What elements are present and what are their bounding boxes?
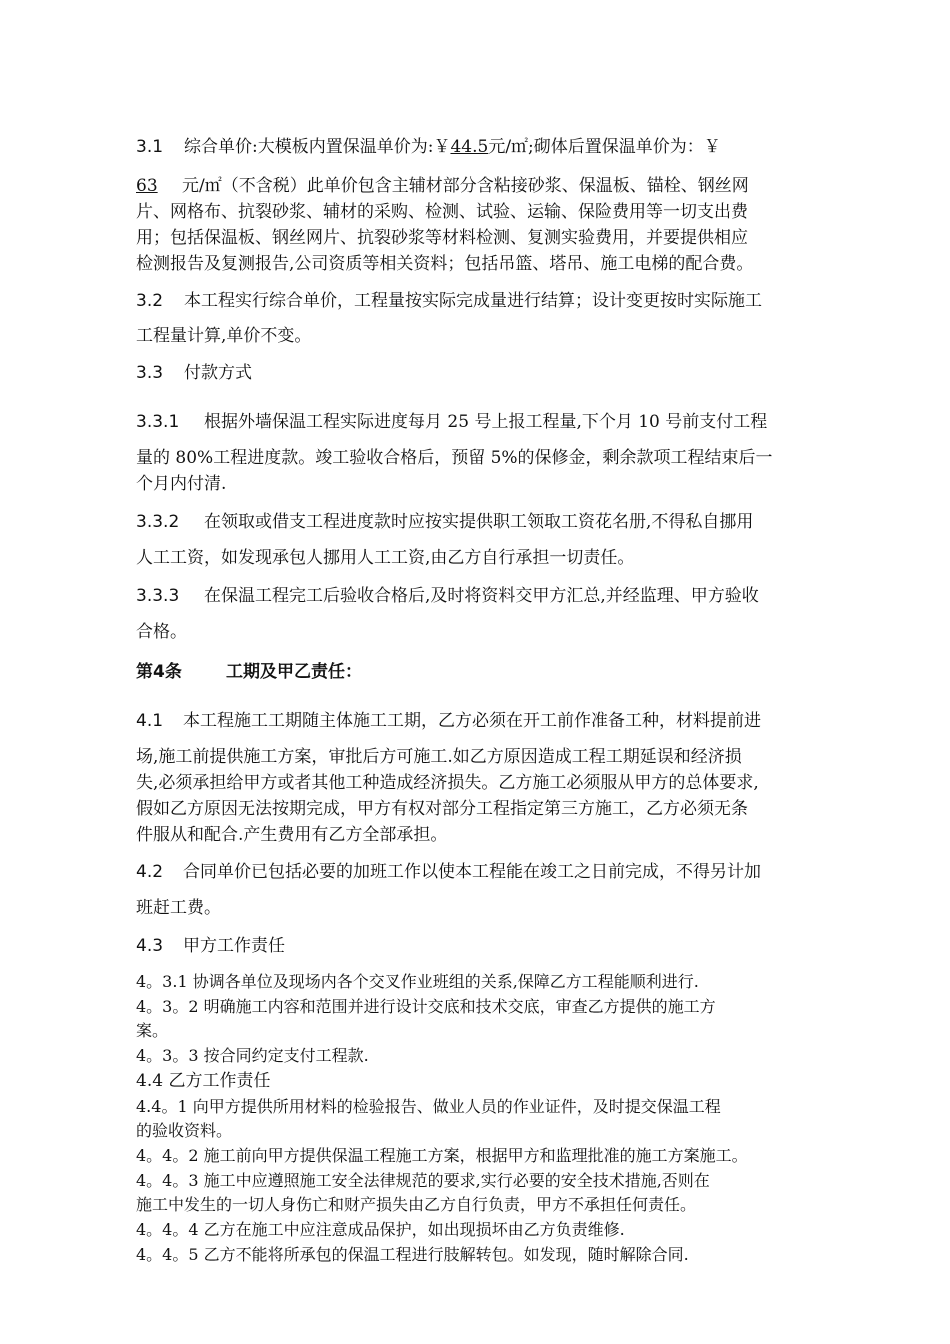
clause-title: 甲方工作责任 [183,936,285,956]
clause-text: 在领取或借支工程进度款时应按实提供职工领取工资花名册,不得私自挪用 [204,512,754,532]
article-4-heading [136,661,362,683]
clause-3-3-2-line-1 [136,511,753,533]
price-post-insulation: 63 [136,176,158,196]
clause-3-3-1-line-2: 量的 80%工程进度款。竣工验收合格后，预留 5%的保修金，剩余款项工程结束后一 [136,448,773,468]
clause-text: 在保温工程完工后验收合格后,及时将资料交甲方汇总,并经监理、甲方验收 [204,586,759,606]
clause-3-3-3-line-2: 合格。 [136,622,187,642]
list-item: 案。 [136,1021,169,1040]
clause-text: 合同单价已包括必要的加班工作以使本工程能在竣工之日前完成，不得另计加 [183,862,761,882]
clause-text: 综合单价:大模板内置保温单价为:￥ [184,137,451,157]
clause-number: 4.2 [136,862,164,882]
clause-3-2-line-1 [136,290,762,312]
clause-text: 元/㎡（不含税）此单价包含主辅材部分含粘接砂浆、保温板、锚栓、钢丝网 [182,176,749,196]
list-item: 4。4。5 乙方不能将所承包的保温工程进行肢解转包。如发现，随时解除合同. [136,1245,689,1264]
list-item: 4。4。3 施工中应遵照施工安全法律规范的要求,实行必要的安全技术措施,否则在 [136,1171,710,1190]
clause-4-2-line-1 [136,861,761,883]
clause-3-1-line-1 [136,136,747,158]
clause-text: 元/㎡;砌体后置保温单价为：￥ [488,137,721,157]
clause-number: 4.3 [136,936,164,956]
clause-3-3-2-line-2: 人工工资，如发现承包人挪用人工工资,由乙方自行承担一切责任。 [136,548,635,568]
clause-text: 本工程施工工期随主体施工工期，乙方必须在开工前作准备工种，材料提前进 [183,711,761,731]
list-item: 4。4。4 乙方在施工中应注意成品保护，如出现损坏由乙方负责维修. [136,1220,625,1239]
article-number: 第4条 [136,662,182,682]
clause-title: 付款方式 [184,363,252,383]
clause-number: 3.1 [136,137,164,157]
article-title: 工期及甲乙责任： [226,662,362,682]
clause-3-3-3-line-1 [136,585,759,607]
list-item: 的验收资料。 [136,1121,233,1140]
clause-number: 3.3.2 [136,512,180,532]
clause-4-1-line-3: 失,必须承担给甲方或者其他工种造成经济损失。乙方施工必须服从甲方的总体要求, [136,773,759,793]
clause-number: 3.3.1 [136,412,180,432]
clause-number: 3.3 [136,363,164,383]
list-item: 4。4。2 施工前向甲方提供保温工程施工方案，根据甲方和监理批准的施工方案施工。 [136,1146,748,1165]
clause-4-1-line-4: 假如乙方原因无法按期完成，甲方有权对部分工程指定第三方施工，乙方必须无条 [136,799,748,819]
clause-number: 4.1 [136,711,164,731]
clause-3-1-line-5: 检测报告及复测报告,公司资质等相关资料；包括吊篮、塔吊、施工电梯的配合费。 [136,254,754,274]
clause-3-2-line-2: 工程量计算,单价不变。 [136,326,312,346]
list-item: 施工中发生的一切人身伤亡和财产损失由乙方自行负责，甲方不承担任何责任。 [136,1195,697,1214]
clause-3-1-line-3: 片、网格布、抗裂砂浆、辅材的采购、检测、试验、运输、保险费用等一切支出费 [136,202,748,222]
clause-3-3-1-line-3: 个月内付清. [136,474,227,494]
clause-4-2-line-2: 班赶工费。 [136,898,221,918]
list-item: 4。3。3 按合同约定支付工程款. [136,1046,369,1065]
clause-3-3-heading [136,362,252,384]
clause-4-1-line-2: 场,施工前提供施工方案，审批后方可施工.如乙方原因造成工程工期延误和经济损 [136,747,742,767]
list-item: 4。3。2 明确施工内容和范围并进行设计交底和技术交底，审查乙方提供的施工方 [136,997,716,1016]
clause-number: 3.2 [136,291,164,311]
list-item-heading: 4.4 乙方工作责任 [136,1071,271,1091]
clause-4-3-heading [136,935,285,957]
list-item: 4。3.1 协调各单位及现场内各个交叉作业班组的关系,保障乙方工程能顺利进行. [136,972,699,991]
list-item: 4.4。1 向甲方提供所用材料的检验报告、做业人员的作业证件，及时提交保温工程 [136,1097,721,1116]
clause-3-1-line-2 [136,175,749,197]
clause-3-3-1-line-1 [136,411,767,433]
clause-text: 根据外墙保温工程实际进度每月 25 号上报工程量,下个月 10 号前支付工程 [204,412,768,432]
clause-4-1-line-5: 件服从和配合.产生费用有乙方全部承担。 [136,825,448,845]
price-inner-insulation: 44.5 [450,137,489,157]
clause-4-1-line-1 [136,710,761,732]
clause-text: 本工程实行综合单价，工程量按实际完成量进行结算；设计变更按时实际施工 [184,291,762,311]
clause-number: 3.3.3 [136,586,180,606]
clause-3-1-line-4: 用；包括保温板、钢丝网片、抗裂砂浆等材料检测、复测实验费用，并要提供相应 [136,228,748,248]
